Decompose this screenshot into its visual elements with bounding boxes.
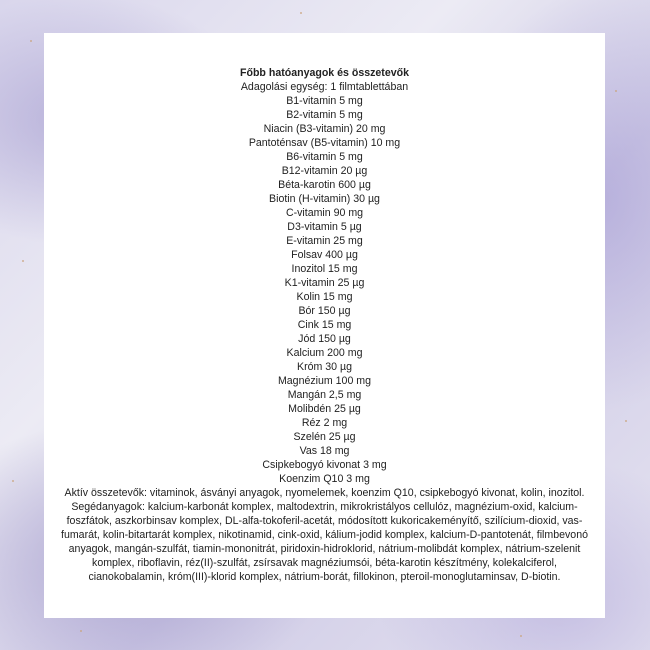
ingredient-item: Biotin (H-vitamin) 30 µg (269, 193, 380, 205)
ingredient-item: B1-vitamin 5 mg (286, 95, 363, 107)
background-speck (12, 480, 14, 482)
ingredient-item: Molibdén 25 µg (288, 403, 361, 415)
excipients: Segédanyagok: kalcium-karbonát komplex, maltodextrin, mikrokristályos cellulóz, magnézium-oxid, kalcium-foszfátok, aszkorbinsav komplex, DL-alfa-tokoferil-acetát, módosított kukoricakeményítő, szilícium-dioxid, vas-fumarát, kolin-bitartarát komplex, nikotinamid, cink-oxid, kálium-jodid komplex, kalcium-D-pantotenát, filmbevonó anyagok, mangán-szulfát, tiamin-mononitrát, piridoxin-hidroklorid, nátrium-molibdát komplex, nátrium-szelenit komplex, riboflavin, réz(II)-szulfát, zsírsavak magnéziumsói, béta-karotin készítmény, kolekalciferol, cianokobalamin, króm(III)-klorid komplex, nátrium-borát, fillokinon, pteroil-monoglutaminsav, D-biotin. (61, 501, 588, 583)
ingredient-item: Króm 30 µg (297, 361, 352, 373)
background-speck (300, 12, 302, 14)
ingredient-item: B6-vitamin 5 mg (286, 151, 363, 163)
ingredient-item: Kalcium 200 mg (286, 347, 363, 359)
ingredient-item: Jód 150 µg (298, 333, 351, 345)
ingredient-item: Kolin 15 mg (296, 291, 353, 303)
background-speck (625, 420, 627, 422)
ingredient-item: Niacin (B3-vitamin) 20 mg (263, 123, 386, 135)
ingredients-text (44, 66, 605, 584)
ingredient-item: K1-vitamin 25 µg (284, 277, 365, 289)
ingredient-item: Réz 2 mg (301, 417, 348, 429)
background-speck (80, 630, 82, 632)
ingredients-card (44, 33, 605, 618)
ingredient-list (60, 94, 589, 486)
ingredient-item: Mangán 2,5 mg (287, 389, 362, 401)
ingredient-item: Cink 15 mg (297, 319, 352, 331)
ingredient-item: Magnézium 100 mg (277, 375, 372, 387)
background-speck (615, 90, 617, 92)
ingredient-item: Inozitol 15 mg (291, 263, 358, 275)
background-speck (22, 260, 24, 262)
ingredient-item: E-vitamin 25 mg (286, 235, 363, 247)
background-speck (30, 40, 32, 42)
ingredient-item: B12-vitamin 20 µg (281, 165, 368, 177)
ingredient-item: Vas 18 mg (299, 445, 350, 457)
ingredient-item: Folsav 400 µg (291, 249, 358, 261)
ingredient-item: D3-vitamin 5 µg (287, 221, 362, 233)
ingredient-item: Csipkebogyó kivonat 3 mg (262, 459, 387, 471)
ingredient-item: Bór 150 µg (298, 305, 351, 317)
dose-unit: Adagolási egység: 1 filmtablettában (240, 81, 409, 93)
ingredient-item: Szelén 25 µg (293, 431, 356, 443)
background-speck (520, 635, 522, 637)
ingredient-item: Béta-karotin 600 µg (278, 179, 371, 191)
ingredient-item: C-vitamin 90 mg (285, 207, 364, 219)
document-title: Főbb hatóanyagok és összetevők (240, 67, 409, 79)
active-ingredients: Aktív összetevők: vitaminok, ásványi anyagok, nyomelemek, koenzim Q10, csipkebogyó kivonat, kolin, inozitol. (64, 487, 585, 499)
ingredient-item: B2-vitamin 5 mg (286, 109, 363, 121)
ingredient-item: Pantoténsav (B5-vitamin) 10 mg (248, 137, 401, 149)
ingredient-item: Koenzim Q10 3 mg (279, 473, 370, 485)
